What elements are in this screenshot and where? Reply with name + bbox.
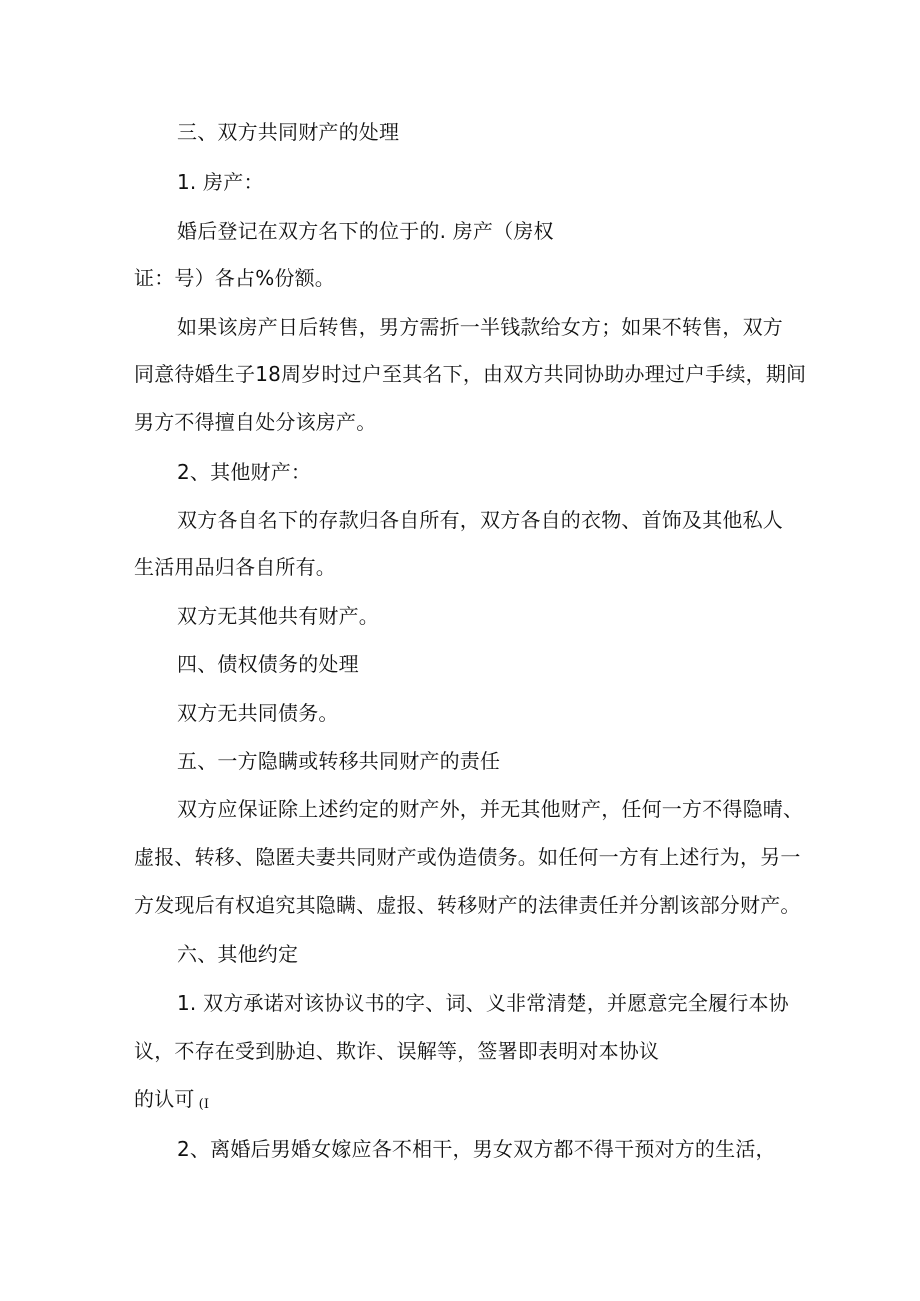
sale-paragraph-line-1: 如果该房产日后转售，男方需折一半钱款给女方；如果不转售，双方: [177, 315, 783, 339]
agreement-line-3-text: 的认可: [134, 1087, 195, 1111]
other-property-line-2: 生活用品归各自所有。: [134, 555, 336, 579]
agreement-line-3-mark: (I: [198, 1097, 210, 1112]
item-2-label: 2、其他财产：: [177, 460, 312, 484]
house-paragraph-line-1: 婚后登记在双方名下的位于的. 房产（房权: [177, 219, 554, 243]
hide-assets-line-2: 虚报、转移、隐匿夫妻共同财产或伪造债务。如任何一方有上述行为，另一: [134, 845, 801, 869]
house-paragraph-line-2: 证：号）各占%份额。: [134, 266, 336, 290]
agreement-line-1: 1. 双方承诺对该协议书的字、词、义非常清楚，并愿意完全履行本协: [177, 991, 789, 1015]
section-6-heading: 六、其他约定: [177, 942, 299, 966]
agreement-line-2: 议，不存在受到胁迫、欺诈、误解等，签署即表明对本协议: [134, 1039, 660, 1063]
hide-assets-line-1: 双方应保证除上述约定的财产外，并无其他财产，任何一方不得隐晴、: [177, 797, 804, 821]
other-property-line-1: 双方各自名下的存款归各自所有，双方各自的衣物、首饰及其他私人: [177, 508, 783, 532]
section-4-heading: 四、债权债务的处理: [177, 652, 359, 676]
section-5-heading: 五、一方隐瞒或转移共同财产的责任: [177, 749, 501, 773]
section-3-heading: 三、双方共同财产的处理: [177, 120, 400, 144]
no-common-property: 双方无其他共有财产。: [177, 604, 379, 628]
hide-assets-line-3: 方发现后有权追究其隐瞒、虚报、转移财产的法律责任并分割该部分财产。: [134, 893, 801, 917]
no-common-debt: 双方无共同债务。: [177, 701, 339, 725]
sale-paragraph-line-3: 男方不得擅自处分该房产。: [134, 410, 377, 434]
sale-paragraph-line-2: 同意待婚生子18周岁时过户至其名下，由双方共同协助办理过户手续，期间: [134, 362, 807, 386]
agreement-line-3: [134, 1087, 209, 1117]
divorce-line-1: 2、离婚后男婚女嫁应各不相干，男女双方都不得干预对方的生活，: [177, 1137, 776, 1161]
item-1-label: 1. 房产：: [177, 170, 264, 194]
